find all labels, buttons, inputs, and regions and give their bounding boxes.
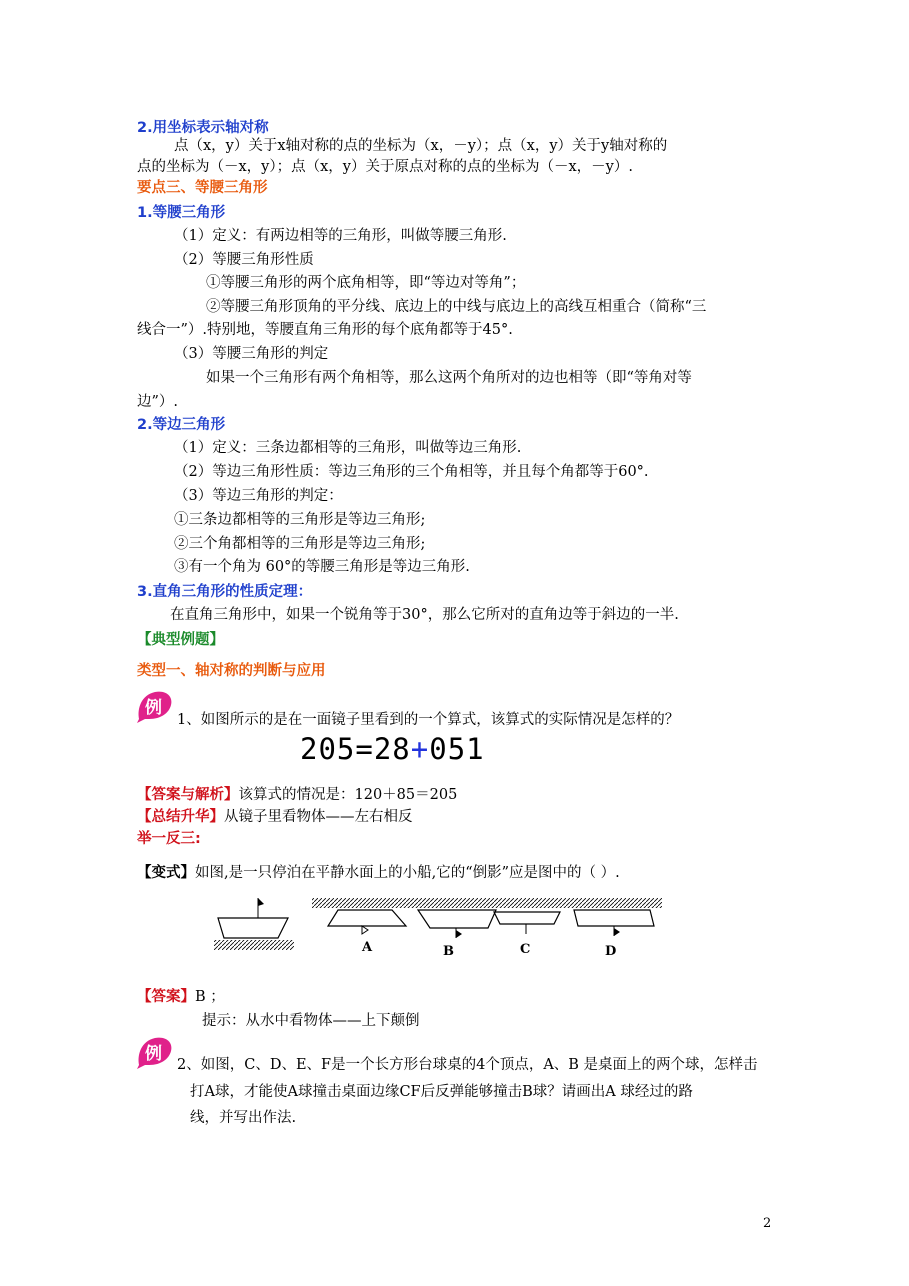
- question-2-line: 2、如图，C、D、E、F是一个长方形台球桌的4个顶点，A、B 是桌面上的两个球，怎样击: [177, 1057, 758, 1073]
- type-title: 类型一、轴对称的判断与应用: [137, 663, 326, 679]
- judgement-item: ③有一个角为 60°的等腰三角形是等边三角形.: [174, 559, 470, 575]
- definition-line: （1）定义：有两边相等的三角形，叫做等腰三角形.: [174, 228, 507, 244]
- example-badge: [135, 1035, 175, 1069]
- summary-line: [137, 807, 413, 827]
- variant-label: 【变式】: [137, 864, 195, 881]
- property-item: ①等腰三角形的两个底角相等，即“等边对等角”；: [206, 275, 526, 291]
- variant-answer-text: B ；: [195, 989, 225, 1005]
- paragraph-line: 点的坐标为（－x，y）；点（x，y）关于原点对称的点的坐标为（－x，－y）.: [137, 159, 633, 175]
- key-point-title: 要点三、等腰三角形: [137, 180, 268, 196]
- paragraph-line: 点（x，y）关于x轴对称的点的坐标为（x，－y）；点（x，y）关于y轴对称的: [174, 138, 668, 154]
- mirror-equation: [300, 733, 485, 765]
- judgement-line: 边”）.: [137, 394, 179, 410]
- option-a-boat: [328, 910, 406, 934]
- property-title: （2）等腰三角形性质: [174, 252, 314, 268]
- option-d-boat: [574, 910, 654, 936]
- property-line: （2）等边三角形性质：等边三角形的三个角相等，并且每个角都等于60°.: [174, 464, 649, 480]
- summary-text: 从镜子里看物体——左右相反: [224, 809, 413, 825]
- judgement-title: （3）等腰三角形的判定: [174, 346, 329, 362]
- question-2-line: 线，并写出作法.: [190, 1110, 297, 1126]
- variant-line: [137, 863, 620, 883]
- judgement-item: ①三条边都相等的三角形是等边三角形;: [174, 512, 426, 528]
- practice-title: 举一反三:: [137, 831, 201, 847]
- boat-reflection-figure: [210, 890, 670, 965]
- examples-header: 【典型例题】: [137, 632, 224, 648]
- subsection-title: 3.直角三角形的性质定理：: [137, 584, 313, 600]
- option-label-c: C: [520, 942, 531, 957]
- judgement-title: （3）等边三角形的判定：: [174, 488, 343, 504]
- mirror-equation-plus: +: [410, 732, 430, 766]
- option-label-d: D: [605, 944, 617, 959]
- example-badge-label: 例: [145, 698, 162, 718]
- option-label-b: B: [443, 944, 454, 959]
- question-1: 1、如图所示的是在一面镜子里看到的一个算式，该算式的实际情况是怎样的？: [177, 712, 680, 728]
- option-b-boat: [418, 910, 496, 938]
- water-line: [312, 898, 662, 908]
- variant-text: 如图,是一只停泊在平静水面上的小船,它的“倒影”应是图中的（ ）.: [195, 865, 620, 881]
- variant-answer-label: 【答案】: [137, 989, 195, 1005]
- section-title-axis-symmetry: 2.用坐标表示轴对称: [137, 120, 269, 136]
- example-badge: [135, 689, 175, 723]
- subsection-title: 2.等边三角形: [137, 417, 226, 433]
- property-item: 线合一”）.特别地，等腰直角三角形的每个底角都等于45°.: [137, 322, 513, 338]
- answer-label: 【答案与解析】: [137, 787, 239, 803]
- answer-line: [137, 785, 457, 805]
- mirror-equation-right: 051: [429, 732, 485, 766]
- theorem-line: 在直角三角形中，如果一个锐角等于30°，那么它所对的直角边等于斜边的一半.: [170, 607, 679, 623]
- mirror-equation-left: 205=28: [300, 732, 411, 766]
- judgement-line: 如果一个三角形有两个角相等，那么这两个角所对的边也相等（即“等角对等: [206, 370, 692, 386]
- example-badge-label: 例: [145, 1044, 162, 1064]
- summary-label: 【总结升华】: [137, 809, 224, 825]
- definition-line: （1）定义：三条边都相等的三角形，叫做等边三角形.: [174, 440, 522, 456]
- question-2-line: 打A球，才能使A球撞击桌面边缘CF后反弹能够撞击B球？请画出A 球经过的路: [190, 1084, 693, 1100]
- judgement-item: ②三个角都相等的三角形是等边三角形;: [174, 536, 426, 552]
- option-c-boat: [494, 912, 560, 934]
- variant-answer-line: [137, 987, 225, 1007]
- option-label-a: A: [362, 940, 373, 955]
- subsection-title: 1.等腰三角形: [137, 205, 226, 221]
- property-item: ②等腰三角形顶角的平分线、底边上的中线与底边上的高线互相重合（简称“三: [206, 299, 707, 315]
- boat-original: [214, 898, 294, 950]
- answer-text: 该算式的情况是：120＋85＝205: [238, 787, 458, 803]
- page-number: 2: [763, 1216, 772, 1231]
- hint-line: 提示：从水中看物体——上下颠倒: [202, 1013, 420, 1029]
